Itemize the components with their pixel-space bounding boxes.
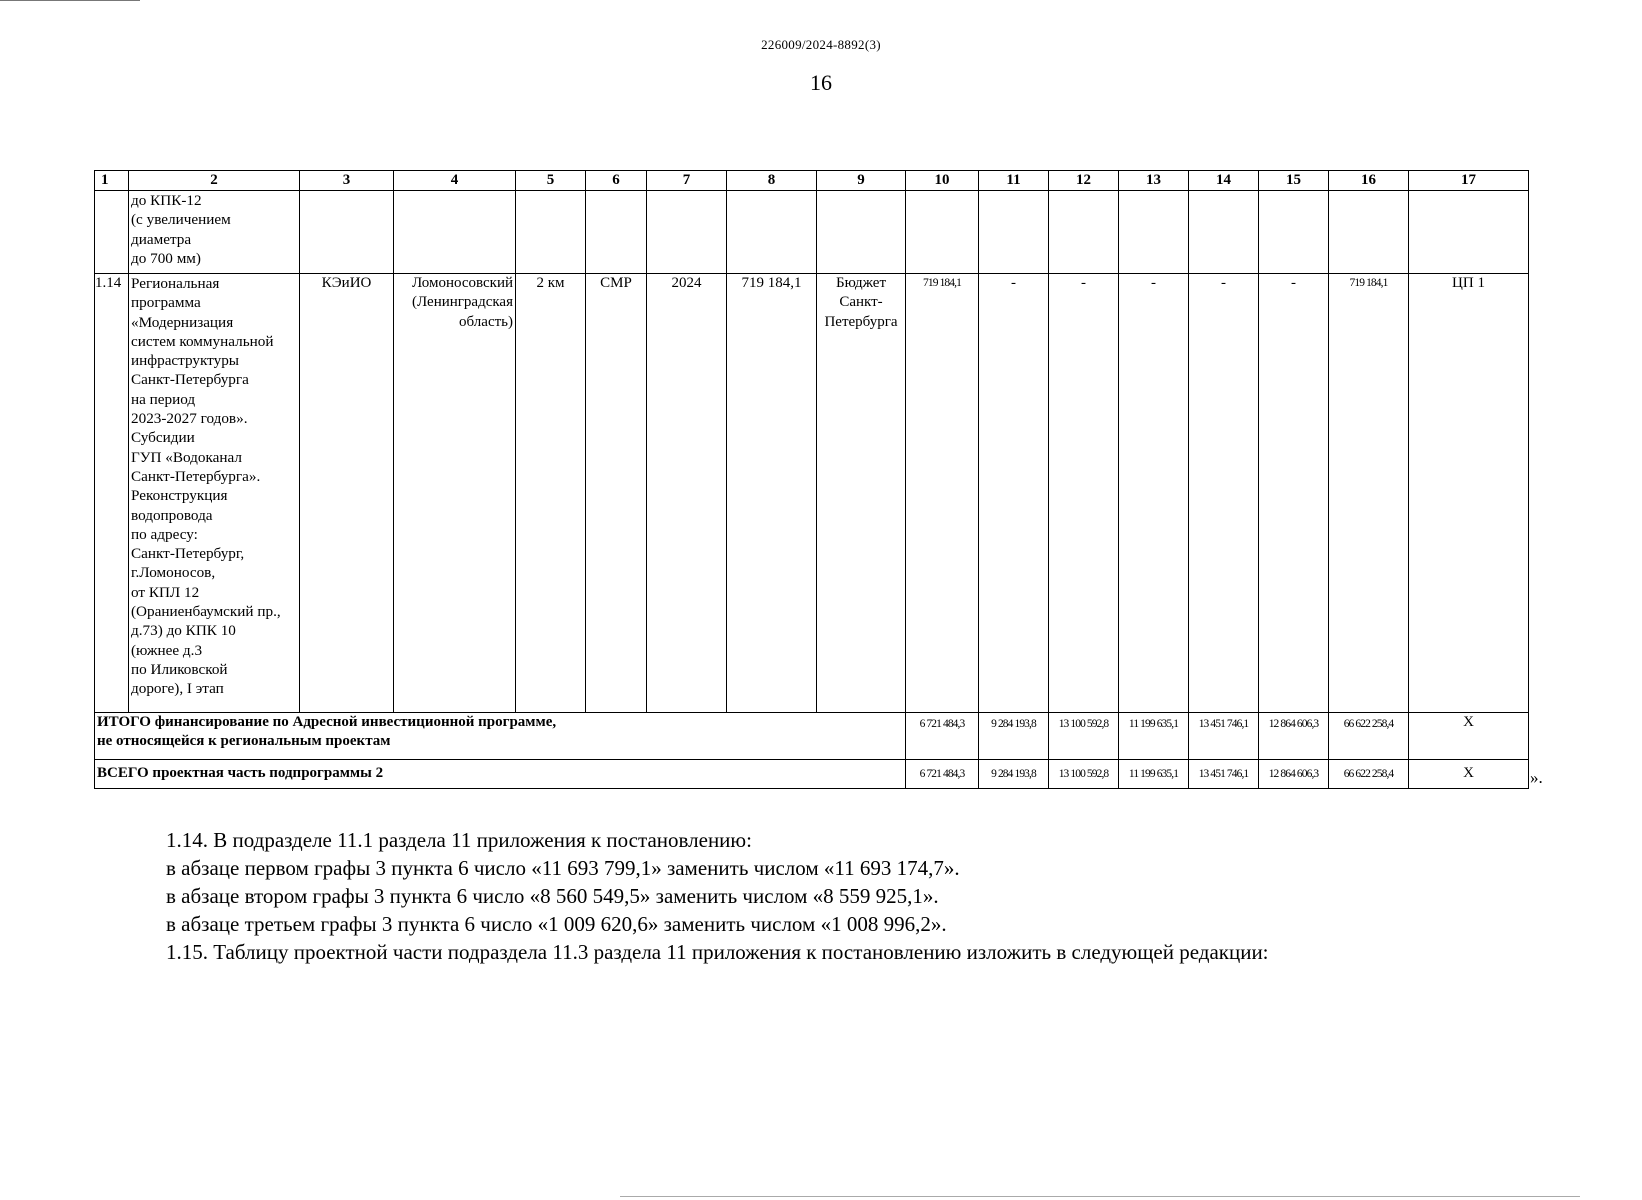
total-mark-cell: Х [1409, 760, 1529, 789]
value-cell: - [979, 274, 1049, 713]
total-cell: 9 284 193,8 [979, 760, 1049, 789]
paragraph: в абзаце втором графы 3 пункта 6 число «8 560 549,5» заменить числом «8 559 925,1». [166, 884, 939, 908]
value-cell: 719 184,1 [906, 274, 979, 713]
amendment-text [166, 826, 1586, 966]
total-cell: 11 199 635,1 [1119, 760, 1189, 789]
value-cell: - [1189, 274, 1259, 713]
total-cell: 66 622 258,4 [1329, 760, 1409, 789]
paragraph: в абзаце третьем графы 3 пункта 6 число «1 009 620,6» заменить числом «1 008 996,2». [166, 912, 947, 936]
column-number: 7 [647, 171, 727, 191]
value-cell: - [1049, 274, 1119, 713]
table-row-continuation [95, 191, 1529, 274]
total-cell: 9 284 193,8 [979, 713, 1049, 760]
total-cell: 13 451 746,1 [1189, 760, 1259, 789]
column-number: 14 [1189, 171, 1259, 191]
row-number: 1.14 [95, 274, 129, 713]
column-number: 1 [95, 171, 129, 191]
total-cell: 6 721 484,3 [906, 713, 979, 760]
total-cell: 6 721 484,3 [906, 760, 979, 789]
total-cell: 13 451 746,1 [1189, 713, 1259, 760]
column-number: 3 [300, 171, 394, 191]
work-type-cell: СМР [586, 274, 647, 713]
funding-source-cell: Бюджет Санкт- Петербурга [817, 274, 906, 713]
column-number: 4 [394, 171, 516, 191]
column-number: 6 [586, 171, 647, 191]
customer-cell: КЭиИО [300, 274, 394, 713]
program-code-cell: ЦП 1 [1409, 274, 1529, 713]
column-number: 10 [906, 171, 979, 191]
paragraph: в абзаце первом графы 3 пункта 6 число «11 693 799,1» заменить числом «11 693 174,7». [166, 856, 960, 880]
total-cell: 13 100 592,8 [1049, 760, 1119, 789]
total-cell: 13 100 592,8 [1049, 713, 1119, 760]
column-number: 8 [727, 171, 817, 191]
total-mark-cell: Х [1409, 713, 1529, 760]
grand-total-label: ВСЕГО проектная часть подпрограммы 2 [95, 760, 906, 789]
column-number: 13 [1119, 171, 1189, 191]
column-number: 12 [1049, 171, 1119, 191]
total-cell: 12 864 606,3 [1259, 713, 1329, 760]
scan-edge-line [0, 0, 140, 1]
table-row [95, 274, 1529, 713]
column-number: 17 [1409, 171, 1529, 191]
column-number: 9 [817, 171, 906, 191]
object-name: Региональная программа «Модернизация систем коммунальной инфраструктуры Санкт-Петербурга на период 2023-2027 годов». Субсидии ГУП «Водоканал Санкт-Петербурга». Реконструкция водопровода по адресу: Санкт-Петербург, г.Ломоносов, от КПЛ 12 (Ораниенбаумский пр., д.73) до КПК 10 (южнее д.3 по Иликовской дороге), I этап [129, 274, 300, 713]
object-name-continuation: до КПК-12 (с увеличением диаметра до 700 мм) [129, 191, 300, 274]
paragraph: 1.15. Таблицу проектной части подраздела 11.3 раздела 11 приложения к постановлению изложить в следующей редакции: [166, 940, 1269, 964]
column-number: 5 [516, 171, 586, 191]
closing-quote: ». [1530, 768, 1543, 787]
subtotal-row [95, 713, 1529, 760]
column-number-row [95, 171, 1529, 191]
column-number: 16 [1329, 171, 1409, 191]
column-number: 11 [979, 171, 1049, 191]
grand-total-row [95, 760, 1529, 789]
year-cell: 2024 [647, 274, 727, 713]
column-number: 2 [129, 171, 300, 191]
total-cell: 66 622 258,4 [1329, 713, 1409, 760]
paragraph: 1.14. В подразделе 11.1 раздела 11 приложения к постановлению: [166, 828, 752, 852]
document-number: 226009/2024-8892(3) [761, 37, 881, 52]
total-cell: 11 199 635,1 [1119, 713, 1189, 760]
value-cell: - [1259, 274, 1329, 713]
location-cell: Ломоносовский (Ленинградская область) [394, 274, 516, 713]
value-cell: - [1119, 274, 1189, 713]
investment-program-table [94, 170, 1529, 789]
total-cell: 12 864 606,3 [1259, 760, 1329, 789]
page-number: 16 [810, 70, 832, 95]
subtotal-label: ИТОГО финансирование по Адресной инвестиционной программе, не относящейся к региональным проектам [95, 713, 906, 760]
value-cell: 719 184,1 [1329, 274, 1409, 713]
scan-edge-line [620, 1196, 1580, 1197]
cost-cell: 719 184,1 [727, 274, 817, 713]
column-number: 15 [1259, 171, 1329, 191]
capacity-cell: 2 км [516, 274, 586, 713]
